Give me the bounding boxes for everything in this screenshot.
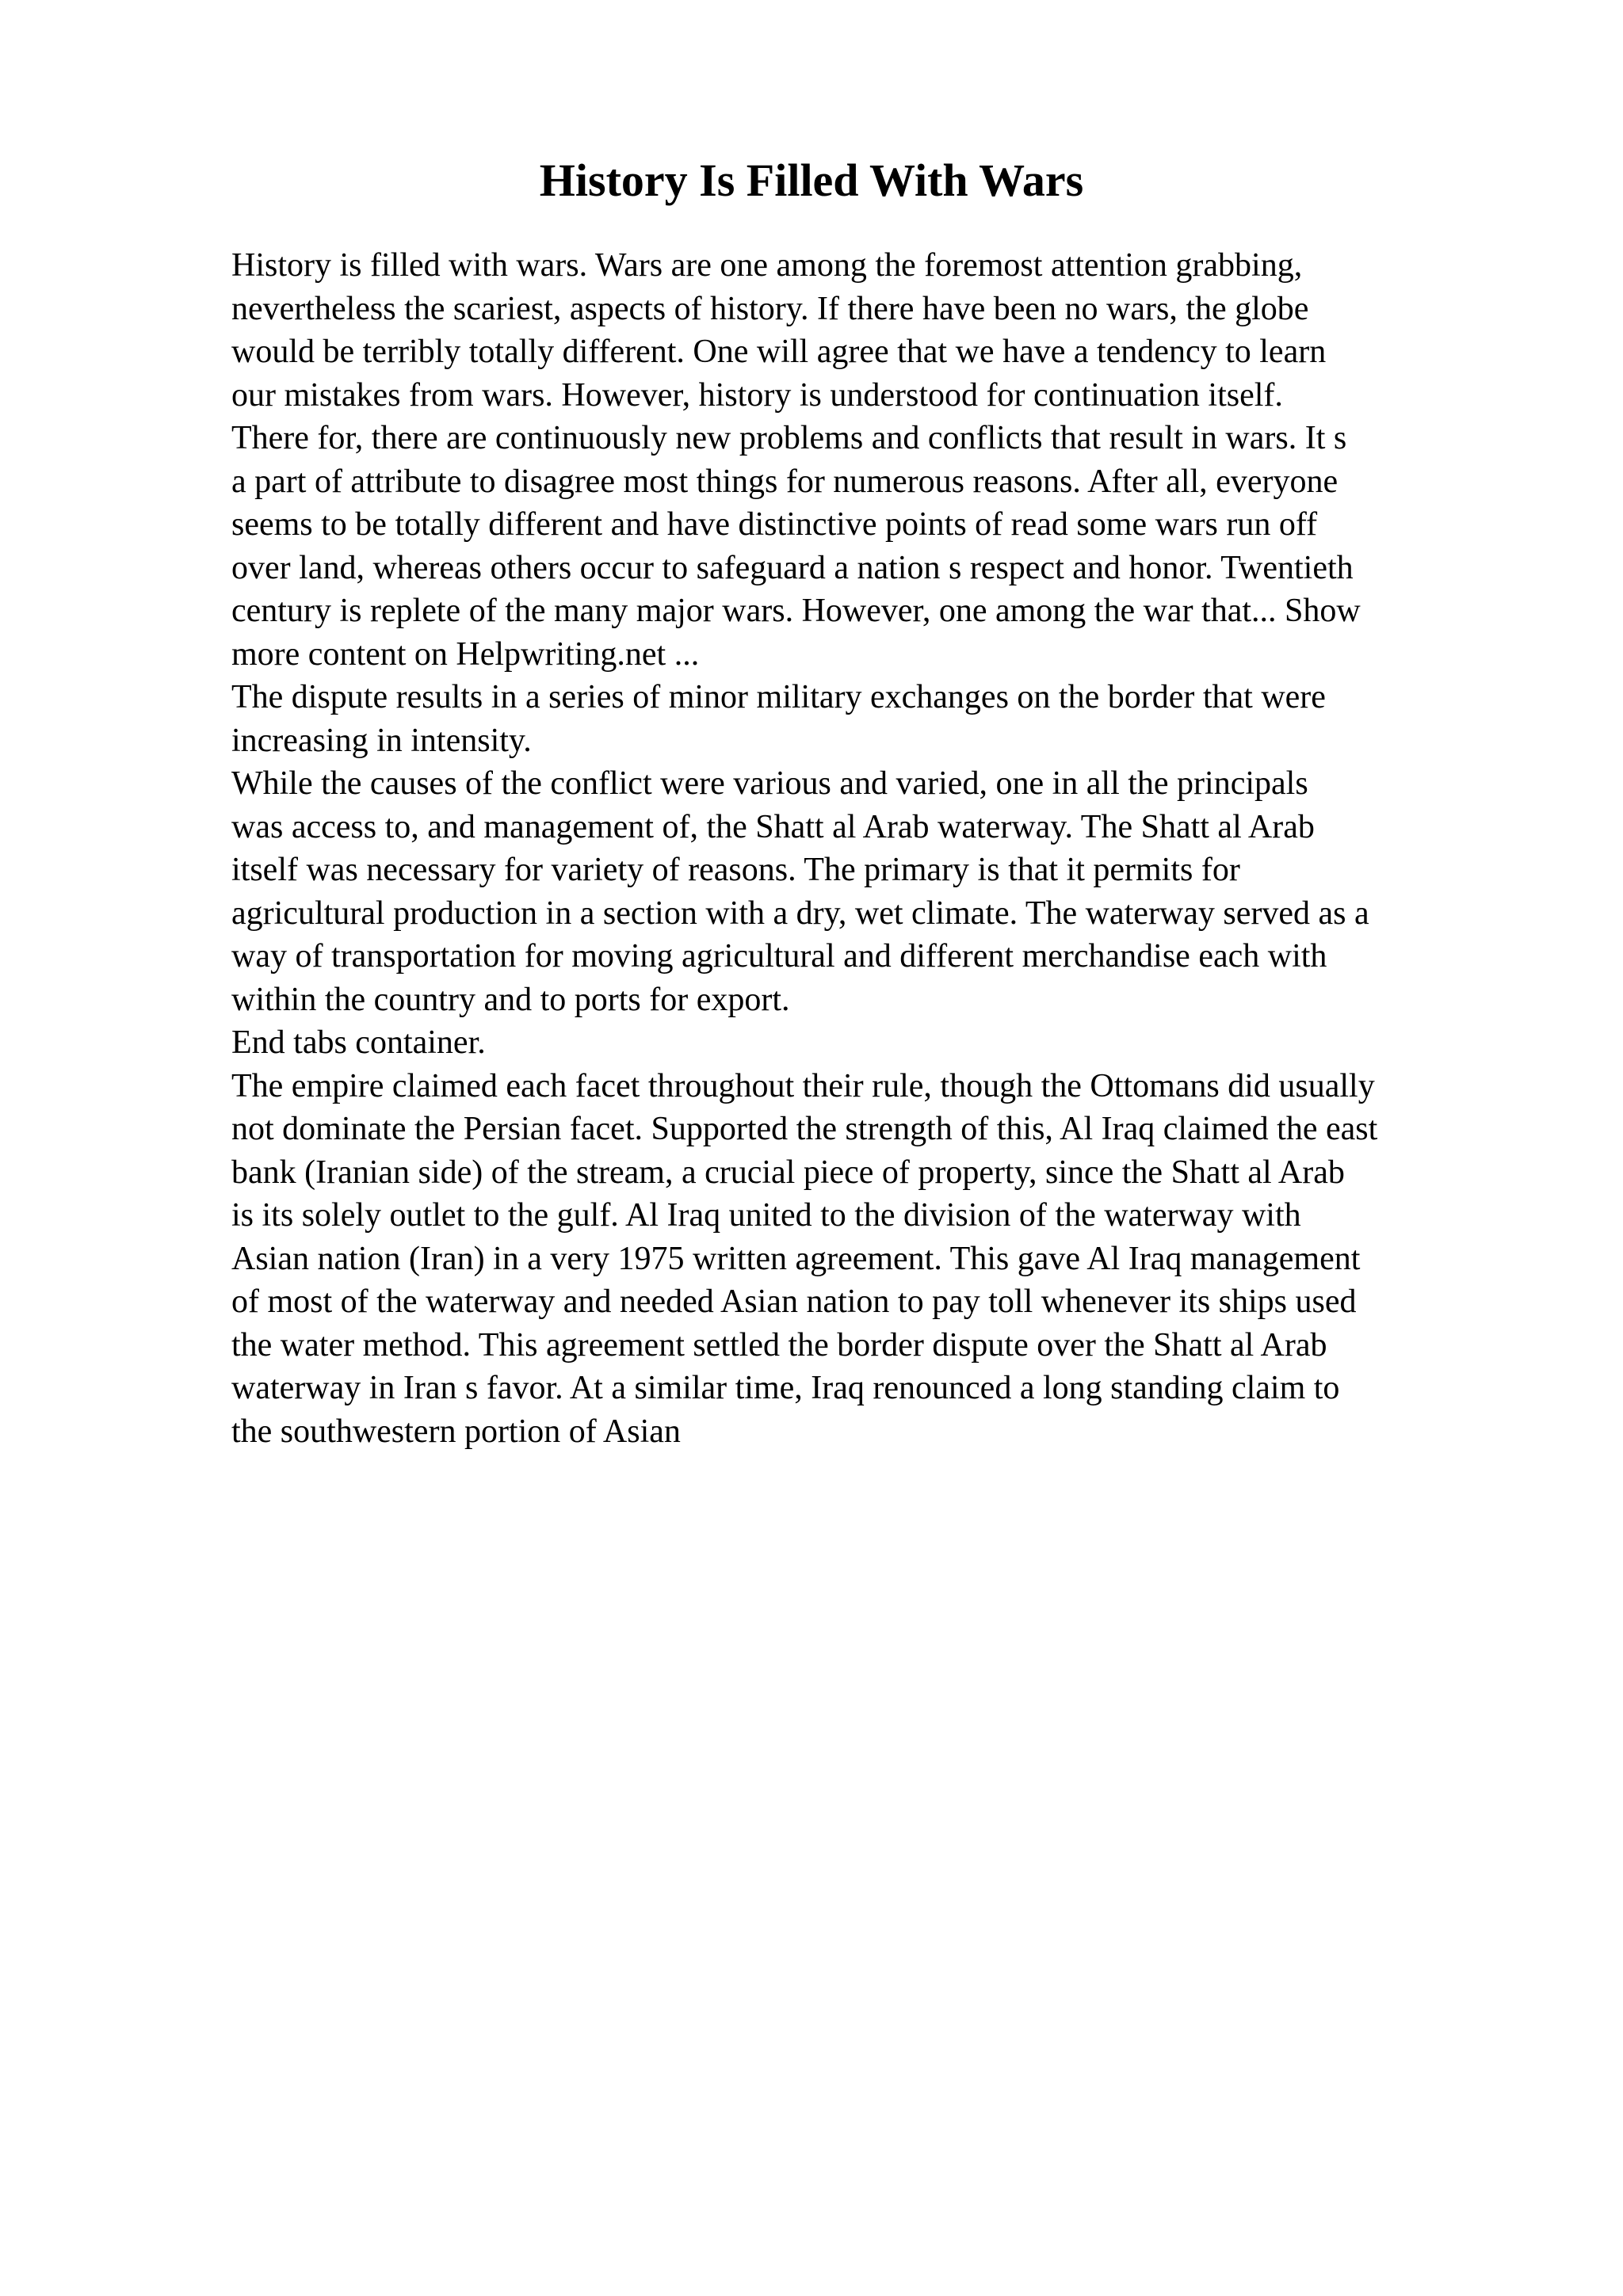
body-line: seems to be totally different and have distinctive points of read some wars run off — [231, 506, 1318, 543]
body-line: more content on Helpwriting.net ... — [231, 635, 700, 673]
body-line: would be terribly totally different. One will agree that we have a tendency to learn — [231, 334, 1327, 370]
body-line: waterway in Iran s favor. At a similar time, Iraq renounced a long standing claim to — [231, 1370, 1340, 1406]
document-title: History Is Filled With Wars — [539, 154, 1084, 206]
body-line: of most of the waterway and needed Asian nation to pay toll whenever its ships used — [231, 1283, 1357, 1320]
body-line: agricultural production in a section with a dry, wet climate. The waterway served as a — [231, 894, 1369, 932]
body-line: increasing in intensity. — [231, 722, 532, 759]
body-line: While the causes of the conflict were various and varied, one in all the principals — [231, 765, 1308, 802]
body-line: is its solely outlet to the gulf. Al Iraq united to the division of the waterway with — [231, 1197, 1301, 1234]
body-line: nevertheless the scariest, aspects of history. If there have been no wars, the globe — [231, 290, 1309, 327]
body-line: our mistakes from wars. However, history is understood for continuation itself. — [231, 376, 1283, 414]
body-line: within the country and to ports for export. — [231, 981, 790, 1018]
body-line: the southwestern portion of Asian — [231, 1413, 681, 1450]
body-line: a part of attribute to disagree most things for numerous reasons. After all, everyone — [231, 463, 1338, 500]
document-body — [231, 244, 1515, 1453]
body-line: was access to, and management of, the Shatt al Arab waterway. The Shatt al Arab — [231, 808, 1315, 845]
body-line: way of transportation for moving agricultural and different merchandise each with — [231, 938, 1327, 974]
body-line: bank (Iranian side) of the stream, a crucial piece of property, since the Shatt al Arab — [231, 1154, 1345, 1191]
body-line: The dispute results in a series of minor military exchanges on the border that were — [231, 679, 1326, 715]
body-line: not dominate the Persian facet. Supported the strength of this, Al Iraq claimed the east — [231, 1111, 1378, 1147]
body-line: the water method. This agreement settled the border dispute over the Shatt al Arab — [231, 1326, 1327, 1363]
body-line: century is replete of the many major wars. However, one among the war that... Show — [231, 593, 1361, 629]
body-line: End tabs container. — [231, 1024, 486, 1061]
body-line: itself was necessary for variety of reasons. The primary is that it permits for — [231, 852, 1240, 888]
body-line: Asian nation (Iran) in a very 1975 written agreement. This gave Al Iraq management — [231, 1240, 1361, 1277]
body-line: The empire claimed each facet throughout their rule, though the Ottomans did usually — [231, 1067, 1375, 1104]
body-line: There for, there are continuously new problems and conflicts that result in wars. It s — [231, 420, 1347, 456]
body-line: History is filled with wars. Wars are one among the foremost attention grabbing, — [231, 247, 1303, 284]
body-line: over land, whereas others occur to safeguard a nation s respect and honor. Twentieth — [231, 549, 1354, 586]
